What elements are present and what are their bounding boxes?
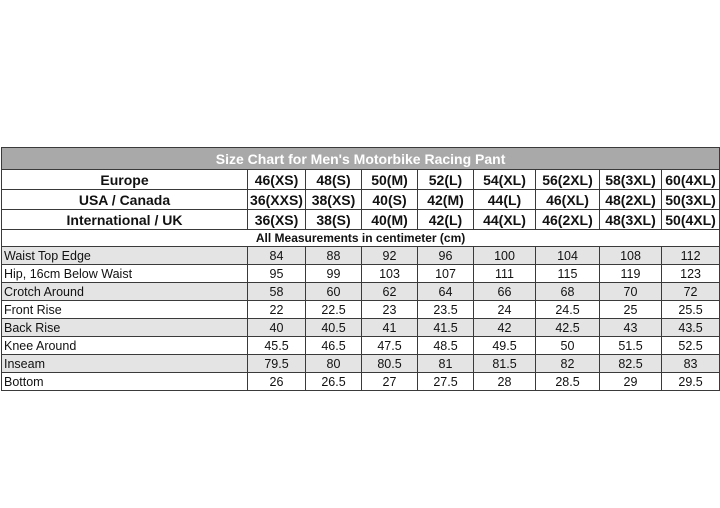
measurement-value: 27 — [362, 373, 418, 391]
size-row-international-uk — [2, 210, 720, 230]
size-cell: 52(L) — [418, 170, 474, 190]
size-cell: 50(3XL) — [662, 190, 720, 210]
size-cell: 36(XXS) — [248, 190, 306, 210]
measurement-value: 103 — [362, 265, 418, 283]
measurement-label: Back Rise — [2, 319, 248, 337]
measurement-value: 28.5 — [536, 373, 600, 391]
measurement-value: 62 — [362, 283, 418, 301]
measurement-row — [2, 247, 720, 265]
measurement-value: 29 — [600, 373, 662, 391]
measurement-row — [2, 283, 720, 301]
measurement-value: 66 — [474, 283, 536, 301]
size-cell: 42(L) — [418, 210, 474, 230]
measurement-row — [2, 301, 720, 319]
measurements-body — [2, 247, 720, 391]
size-cell: 50(4XL) — [662, 210, 720, 230]
measurement-value: 80.5 — [362, 355, 418, 373]
measurement-value: 58 — [248, 283, 306, 301]
measurement-value: 70 — [600, 283, 662, 301]
measurement-value: 41 — [362, 319, 418, 337]
size-cell: 46(XS) — [248, 170, 306, 190]
measurement-value: 26.5 — [306, 373, 362, 391]
measurement-value: 22.5 — [306, 301, 362, 319]
measurement-label: Bottom — [2, 373, 248, 391]
measurement-label: Waist Top Edge — [2, 247, 248, 265]
measurement-value: 24 — [474, 301, 536, 319]
measurement-value: 52.5 — [662, 337, 720, 355]
measurement-value: 95 — [248, 265, 306, 283]
measurement-value: 49.5 — [474, 337, 536, 355]
measurement-label: Front Rise — [2, 301, 248, 319]
measurement-label: Knee Around — [2, 337, 248, 355]
measurement-label: Hip, 16cm Below Waist — [2, 265, 248, 283]
measurement-value: 26 — [248, 373, 306, 391]
measurement-value: 25.5 — [662, 301, 720, 319]
measurement-value: 60 — [306, 283, 362, 301]
measurement-value: 82 — [536, 355, 600, 373]
measurement-value: 72 — [662, 283, 720, 301]
measurement-value: 27.5 — [418, 373, 474, 391]
measurement-value: 42 — [474, 319, 536, 337]
measurement-value: 99 — [306, 265, 362, 283]
measurement-value: 43 — [600, 319, 662, 337]
measurement-label: Inseam — [2, 355, 248, 373]
size-cell: 44(XL) — [474, 210, 536, 230]
measurement-value: 23 — [362, 301, 418, 319]
measurement-value: 112 — [662, 247, 720, 265]
measurement-value: 83 — [662, 355, 720, 373]
measurement-value: 23.5 — [418, 301, 474, 319]
title-row — [2, 148, 720, 170]
size-cell: 42(M) — [418, 190, 474, 210]
size-cell: 56(2XL) — [536, 170, 600, 190]
size-cell: 48(3XL) — [600, 210, 662, 230]
measurement-row — [2, 337, 720, 355]
size-row-usa-canada — [2, 190, 720, 210]
size-cell: 40(S) — [362, 190, 418, 210]
measurement-row — [2, 355, 720, 373]
size-cell: 60(4XL) — [662, 170, 720, 190]
size-chart-table — [1, 147, 720, 391]
size-cell: 46(2XL) — [536, 210, 600, 230]
measurement-value: 45.5 — [248, 337, 306, 355]
measurement-value: 111 — [474, 265, 536, 283]
measurement-value: 51.5 — [600, 337, 662, 355]
measurement-value: 100 — [474, 247, 536, 265]
size-cell: 44(L) — [474, 190, 536, 210]
measurement-value: 96 — [418, 247, 474, 265]
chart-title: Size Chart for Men's Motorbike Racing Pant — [2, 148, 720, 170]
measurement-value: 24.5 — [536, 301, 600, 319]
size-row-europe — [2, 170, 720, 190]
size-row-label: USA / Canada — [2, 190, 248, 210]
measurement-value: 68 — [536, 283, 600, 301]
size-cell: 38(S) — [306, 210, 362, 230]
size-cell: 46(XL) — [536, 190, 600, 210]
measurement-value: 84 — [248, 247, 306, 265]
measurement-value: 22 — [248, 301, 306, 319]
measurement-value: 46.5 — [306, 337, 362, 355]
measurement-row — [2, 319, 720, 337]
measurement-value: 28 — [474, 373, 536, 391]
measurement-value: 48.5 — [418, 337, 474, 355]
measurement-value: 47.5 — [362, 337, 418, 355]
measurement-value: 92 — [362, 247, 418, 265]
measurement-value: 123 — [662, 265, 720, 283]
measurement-value: 81 — [418, 355, 474, 373]
measurement-value: 41.5 — [418, 319, 474, 337]
measurement-row — [2, 373, 720, 391]
measurement-value: 29.5 — [662, 373, 720, 391]
measurement-value: 42.5 — [536, 319, 600, 337]
size-row-label: Europe — [2, 170, 248, 190]
size-cell: 54(XL) — [474, 170, 536, 190]
measurement-value: 115 — [536, 265, 600, 283]
size-cell: 48(S) — [306, 170, 362, 190]
measurement-value: 25 — [600, 301, 662, 319]
measurement-value: 79.5 — [248, 355, 306, 373]
measurement-value: 88 — [306, 247, 362, 265]
units-note-row — [2, 230, 720, 247]
size-cell: 48(2XL) — [600, 190, 662, 210]
measurement-value: 50 — [536, 337, 600, 355]
size-cell: 50(M) — [362, 170, 418, 190]
units-note: All Measurements in centimeter (cm) — [2, 230, 720, 247]
measurement-value: 64 — [418, 283, 474, 301]
measurement-value: 80 — [306, 355, 362, 373]
measurement-value: 40.5 — [306, 319, 362, 337]
size-cell: 38(XS) — [306, 190, 362, 210]
measurement-row — [2, 265, 720, 283]
measurement-value: 82.5 — [600, 355, 662, 373]
measurement-label: Crotch Around — [2, 283, 248, 301]
measurement-value: 81.5 — [474, 355, 536, 373]
measurement-value: 107 — [418, 265, 474, 283]
measurement-value: 119 — [600, 265, 662, 283]
measurement-value: 40 — [248, 319, 306, 337]
measurement-value: 108 — [600, 247, 662, 265]
measurement-value: 104 — [536, 247, 600, 265]
measurement-value: 43.5 — [662, 319, 720, 337]
size-cell: 40(M) — [362, 210, 418, 230]
size-cell: 36(XS) — [248, 210, 306, 230]
size-cell: 58(3XL) — [600, 170, 662, 190]
size-row-label: International / UK — [2, 210, 248, 230]
